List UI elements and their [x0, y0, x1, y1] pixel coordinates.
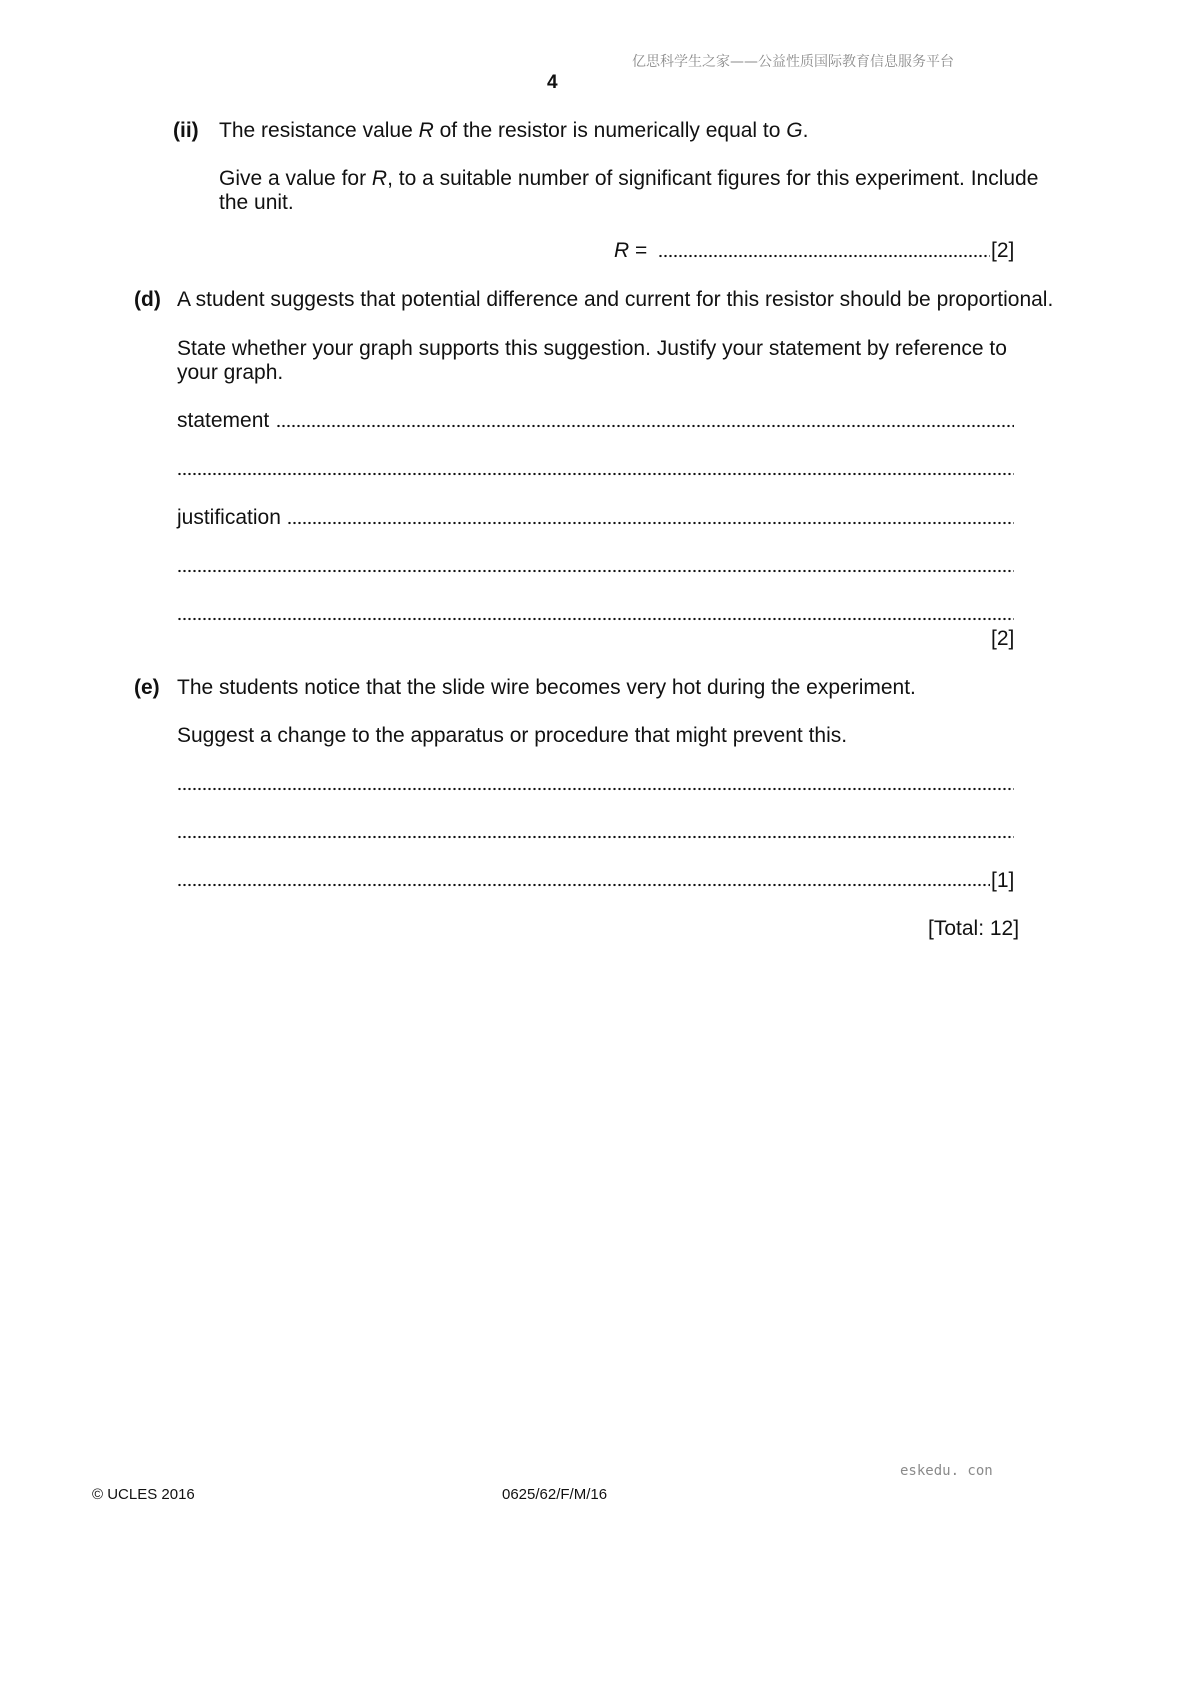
answer-label-r: R = [614, 239, 648, 262]
justification-answer-line-3[interactable] [177, 617, 1014, 621]
instruction-d-line1: State whether your graph supports this suggestion. Justify your statement by reference to [177, 337, 1007, 360]
total-marks: [Total: 12] [928, 917, 1020, 940]
question-stem-e: The students notice that the slide wire becomes very hot during the experiment. [177, 676, 916, 699]
question-label-d: (d) [134, 288, 161, 311]
statement-label: statement [177, 409, 270, 432]
answer-line-r[interactable] [658, 254, 990, 258]
justification-answer-line-2[interactable] [177, 569, 1014, 573]
justification-answer-line[interactable] [287, 521, 1014, 525]
footer-copyright: © UCLES 2016 [92, 1486, 195, 1503]
instruction-d-line2: your graph. [177, 361, 284, 384]
instruction-e: Suggest a change to the apparatus or procedure that might prevent this. [177, 724, 848, 747]
statement-answer-line-2[interactable] [177, 472, 1014, 476]
footer-watermark: eskedu. con [900, 1463, 993, 1479]
answer-line-e-1[interactable] [177, 787, 1014, 791]
question-stem-ii: The resistance value R of the resistor is numerically equal to G. [219, 119, 809, 142]
footer-paper-code: 0625/62/F/M/16 [502, 1486, 608, 1503]
marks-e: [1] [991, 869, 1015, 892]
marks-d: [2] [991, 627, 1015, 650]
answer-line-e-3[interactable] [177, 883, 990, 887]
marks-ii: [2] [991, 239, 1015, 262]
question-label-e: (e) [134, 676, 160, 699]
instruction-ii-line1: Give a value for R, to a suitable number of significant figures for this experiment. Include [219, 167, 1039, 190]
question-label-ii: (ii) [173, 119, 199, 142]
justification-label: justification [177, 506, 281, 529]
answer-line-e-2[interactable] [177, 835, 1014, 839]
statement-answer-line[interactable] [276, 424, 1014, 428]
question-stem-d: A student suggests that potential difference and current for this resistor should be proportional. [177, 288, 1054, 311]
header-watermark: 亿思科学生之家——公益性质国际教育信息服务平台 [632, 54, 954, 70]
instruction-ii-line2: the unit. [219, 191, 294, 214]
page-number: 4 [547, 72, 558, 93]
